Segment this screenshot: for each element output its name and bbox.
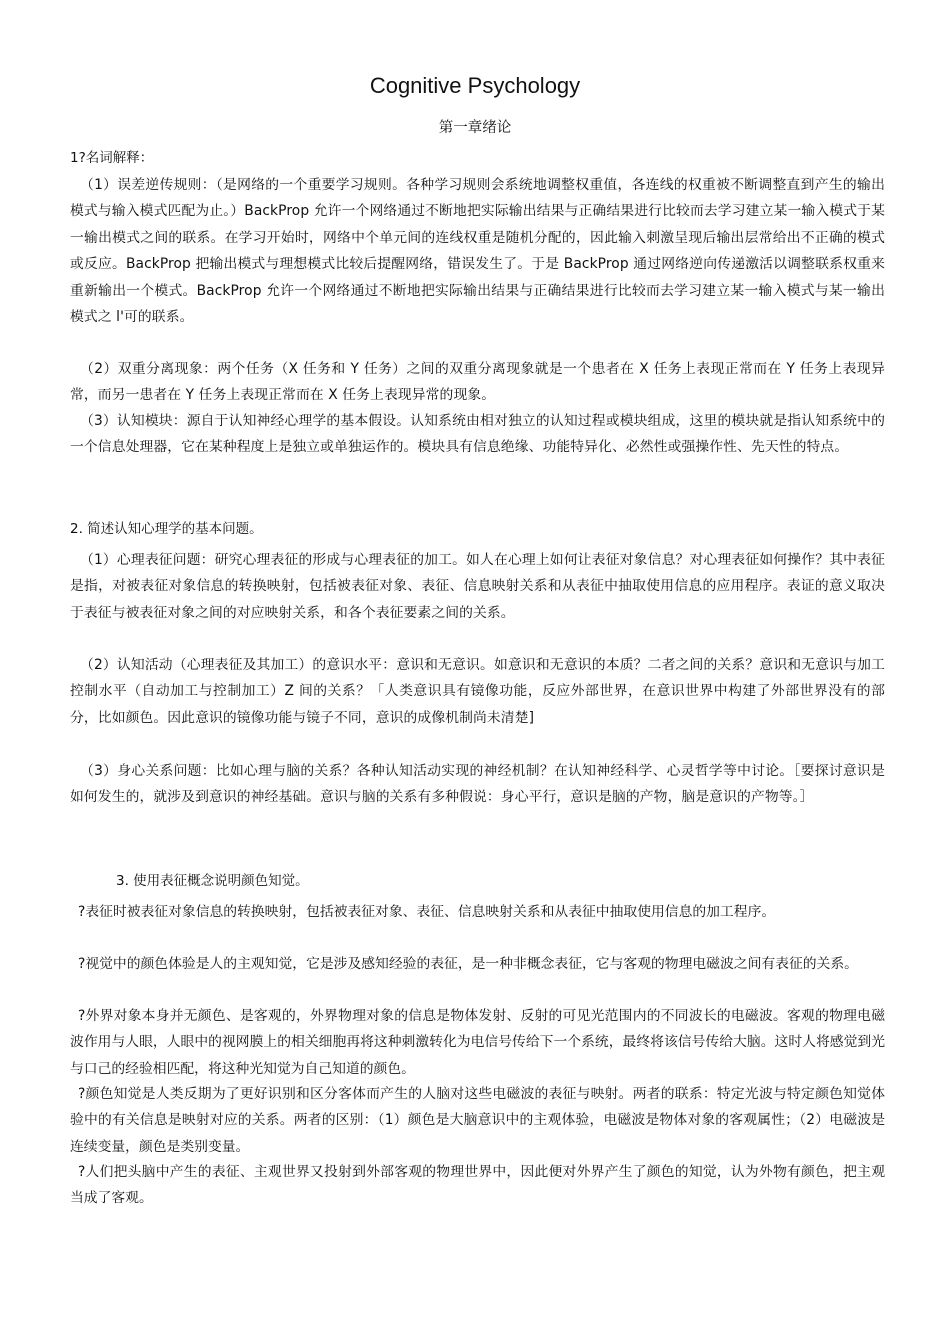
problem-mind-body: （3）身心关系问题：比如心理与脑的关系？各种认知活动实现的神经机制？在认知神经科学、心灵哲学等中讨论。［要探讨意识是如何发生的，就涉及到意识的神经基础。意识与脑的关系有多种假说：身心平行，意识是脑的产物，脑是意识的产物等。］ (70, 763, 885, 806)
term-error-backprop: （1）误差逆传规则：（是网络的一个重要学习规则。各种学习规则会系统地调整权重值，各连线的权重被不断调整直到产生的输出模式与输入模式匹配为止。）BackProp 允许一个网络通过不断地把实际输出结果与正确结果进行比较而去学习建立某一输入模式于某一输出模式之间的联系。在学习开始时，网络中个单元间的连线权重是随机分配的，因此输入刺激呈现后输出层常给出不正确的模式或反应。BackProp 把输出模式与理想模式比较后提醒网络，错误发生了。于是 BackProp 通过网络逆向传递激活以调整联系权重来重新输出一个模式。BackProp 允许一个网络通过不断地把实际输出结果与正确结果进行比较而去学习建立某一输入模式与某一输出模式之 l'可的联系。 (70, 177, 885, 326)
term-double-dissociation: （2）双重分离现象：两个任务（X 任务和 Y 任务）之间的双重分离现象就是一个患者在 X 任务上表现正常而在 Y 任务上表现异常，而另一患者在 Y 任务上表现正常而在 X 任务上表现异常的现象。 (70, 361, 885, 404)
color-point-5: ?人们把头脑中产生的表征、主观世界又投射到外部客观的物理世界中，因此便对外界产生了颜色的知觉，认为外物有颜色，把主观当成了客观。 (70, 1164, 885, 1207)
color-point-4: ?颜色知觉是人类反期为了更好识别和区分客体而产生的人脑对这些电磁波的表征与映射。两者的联系：特定光波与特定颜色知觉体验中的有关信息是映射对应的关系。两者的区别：（1）颜色是大脑意识中的主观体验，电磁波是物体对象的客观属性；（2）电磁波是连续变量，颜色是类别变量。 (70, 1086, 885, 1155)
color-point-1: ?表征时被表征对象信息的转换映射，包括被表征对象、表征、信息映射关系和从表征中抽取使用信息的加工程序。 (78, 904, 776, 920)
section-3-heading: 3. 使用表征概念说明颜色知觉。 (116, 873, 309, 889)
color-point-3: ?外界对象本身并无颜色、是客观的，外界物理对象的信息是物体发射、反射的可见光范围内的不同波长的电磁波。客观的物理电磁波作用与人眼，人眼中的视网膜上的相关细胞再将这种刺激转化为电信号传给下一个系统，最终将该信号传给大脑。这时人将感觉到光与口己的经验相匹配，将这种光知觉为自己知道的颜色。 (70, 1008, 885, 1077)
problem-mental-representation: （1）心理表征问题：研究心理表征的形成与心理表征的加工。如人在心理上如何让表征对象信息？对心理表征如何操作？其中表征是指，对被表征对象信息的转换映射，包括被表征对象、表征、信息映射关系和从表征中抽取使用信息的应用程序。表证的意义取决于表征与被表征对象之间的对应映射关系，和各个表征要素之间的关系。 (70, 552, 885, 621)
document-title: Cognitive Psychology (369, 73, 581, 98)
problem-consciousness-level: （2）认知活动（心理表征及其加工）的意识水平：意识和无意识。如意识和无意识的本质？二者之间的关系？意识和无意识与加工控制水平（自动加工与控制加工）Z 间的关系？「人类意识具有镜像功能，反应外部世界，在意识世界中构建了外部世界没有的部分，比如颜色。因此意识的镜像功能与镜子不同，意识的成像机制尚未清楚] (70, 657, 885, 726)
chapter-title: 第一章绪论 (438, 120, 512, 136)
term-cognitive-module: （3）认知模块：源自于认知神经心理学的基本假设。认知系统由相对独立的认知过程或模块组成，这里的模块就是指认知系统中的一个信息处理器，它在某种程度上是独立或单独运作的。模块具有信息绝缘、功能特异化、必然性或强操作性、先天性的特点。 (70, 413, 885, 456)
section-2-heading: 2. 简述认知心理学的基本问题。 (70, 521, 263, 537)
color-point-2: ?视觉中的颜色体验是人的主观知觉，它是涉及感知经验的表征，是一种非概念表征，它与客观的物理电磁波之间有表征的关系。 (78, 956, 858, 972)
section-1-heading: 1?名词解释： (70, 150, 154, 166)
